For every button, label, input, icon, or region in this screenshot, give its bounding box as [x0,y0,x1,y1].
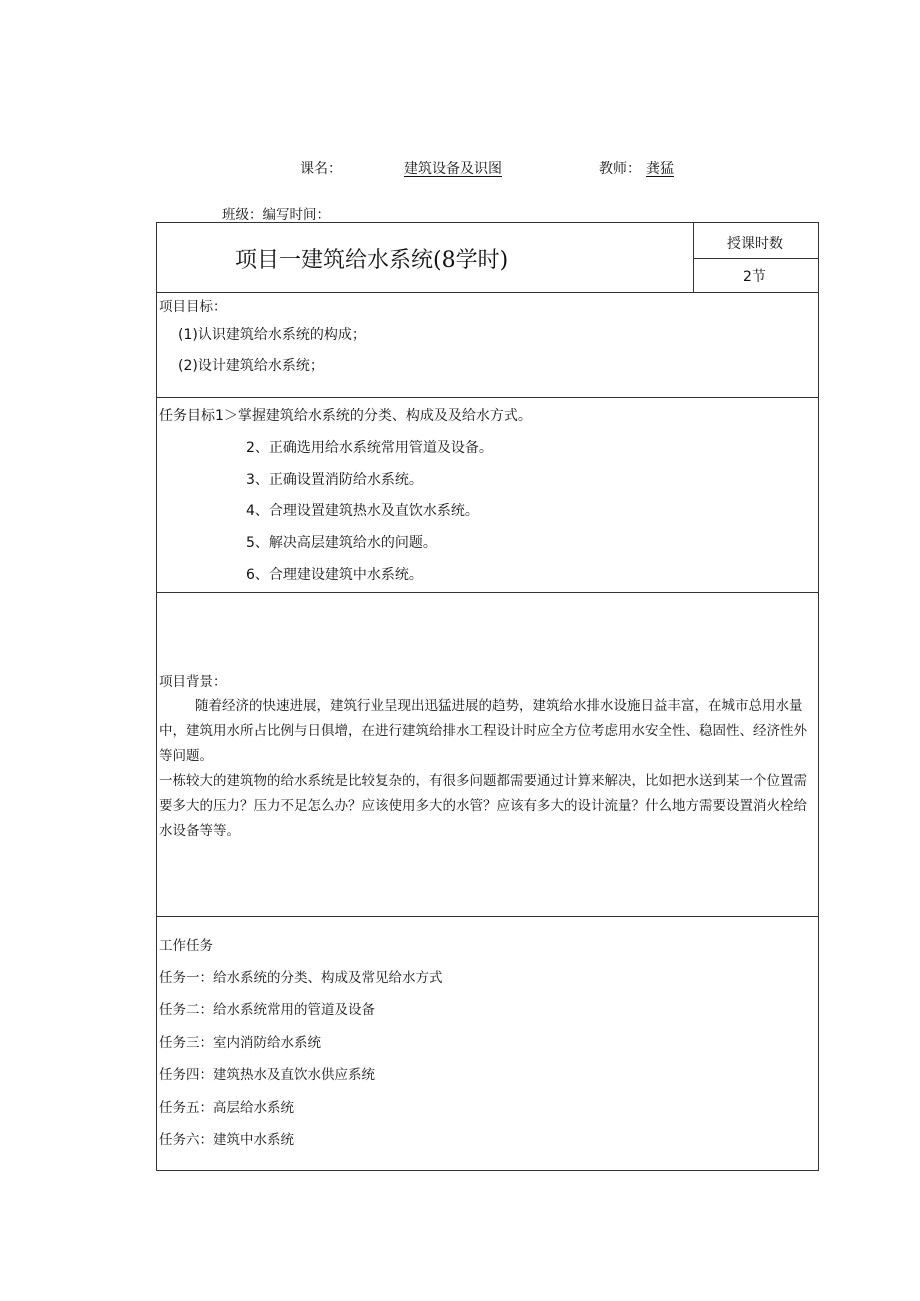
task-goal-item: 4、合理设置建筑热水及直饮水系统。 [246,503,479,519]
project-goal-item: (1)认识建筑给水系统的构成； [178,327,366,343]
task-goal-item: 6、合理建设建筑中水系统。 [246,567,423,583]
work-tasks-label: 工作任务 [159,938,213,954]
work-task-item: 任务三：室内消防给水系统 [159,1035,321,1051]
task-goal-item: 5、解决高层建筑给水的问题。 [246,535,437,551]
teacher-label: 教师： [599,161,641,177]
work-task-item: 任务一：给水系统的分类、构成及常见给水方式 [159,970,443,986]
course-name: 建筑设备及识图 [404,161,502,177]
hours-label: 授课时数 [727,236,783,252]
background-paragraph: 一栋较大的建筑物的给水系统是比较复杂的，有很多问题都需要通过计算来解决，比如把水送到某一个位置需要多大的压力？压力不足怎么办？应该使用多大的水管？应该有多大的设计流量？什么地方需要设置消火栓给水设备等等。 [159,773,807,839]
divider [693,258,819,259]
task-goal-item: 3、正确设置消防给水系统。 [246,472,423,488]
work-task-item: 任务五：高层给水系统 [159,1100,294,1116]
class-line: 班级：编写时间： [222,207,330,223]
task-goal-item: 2、正确选用给水系统常用管道及设备。 [246,440,493,456]
background-label: 项目背景： [159,674,227,690]
background-paragraph: 随着经济的快速进展，建筑行业呈现出迅猛进展的趋势，建筑给水排水设施日益丰富，在城市总用水量中，建筑用水所占比例与日俱增，在进行建筑给排水工程设计时应全方位考虑用水安全性、稳固性、经济性外等问题。 [159,698,807,764]
project-title: 项目一建筑给水系统(8学时) [235,248,509,273]
divider [693,222,694,292]
divider [156,292,819,293]
work-task-item: 任务二：给水系统常用的管道及设备 [159,1002,375,1018]
course-label: 课名： [300,161,342,177]
divider [156,592,819,593]
teacher-name: 龚猛 [646,161,674,177]
divider [156,916,819,917]
work-task-item: 任务四：建筑热水及直饮水供应系统 [159,1067,375,1083]
task-goal-first: 任务目标1＞掌握建筑给水系统的分类、构成及及给水方式。 [159,408,532,424]
hours-value: 2节 [743,269,766,285]
work-task-item: 任务六：建筑中水系统 [159,1132,294,1148]
divider [156,397,819,398]
project-goals-label: 项目目标： [159,299,227,315]
project-goal-item: (2)设计建筑给水系统； [178,358,324,374]
